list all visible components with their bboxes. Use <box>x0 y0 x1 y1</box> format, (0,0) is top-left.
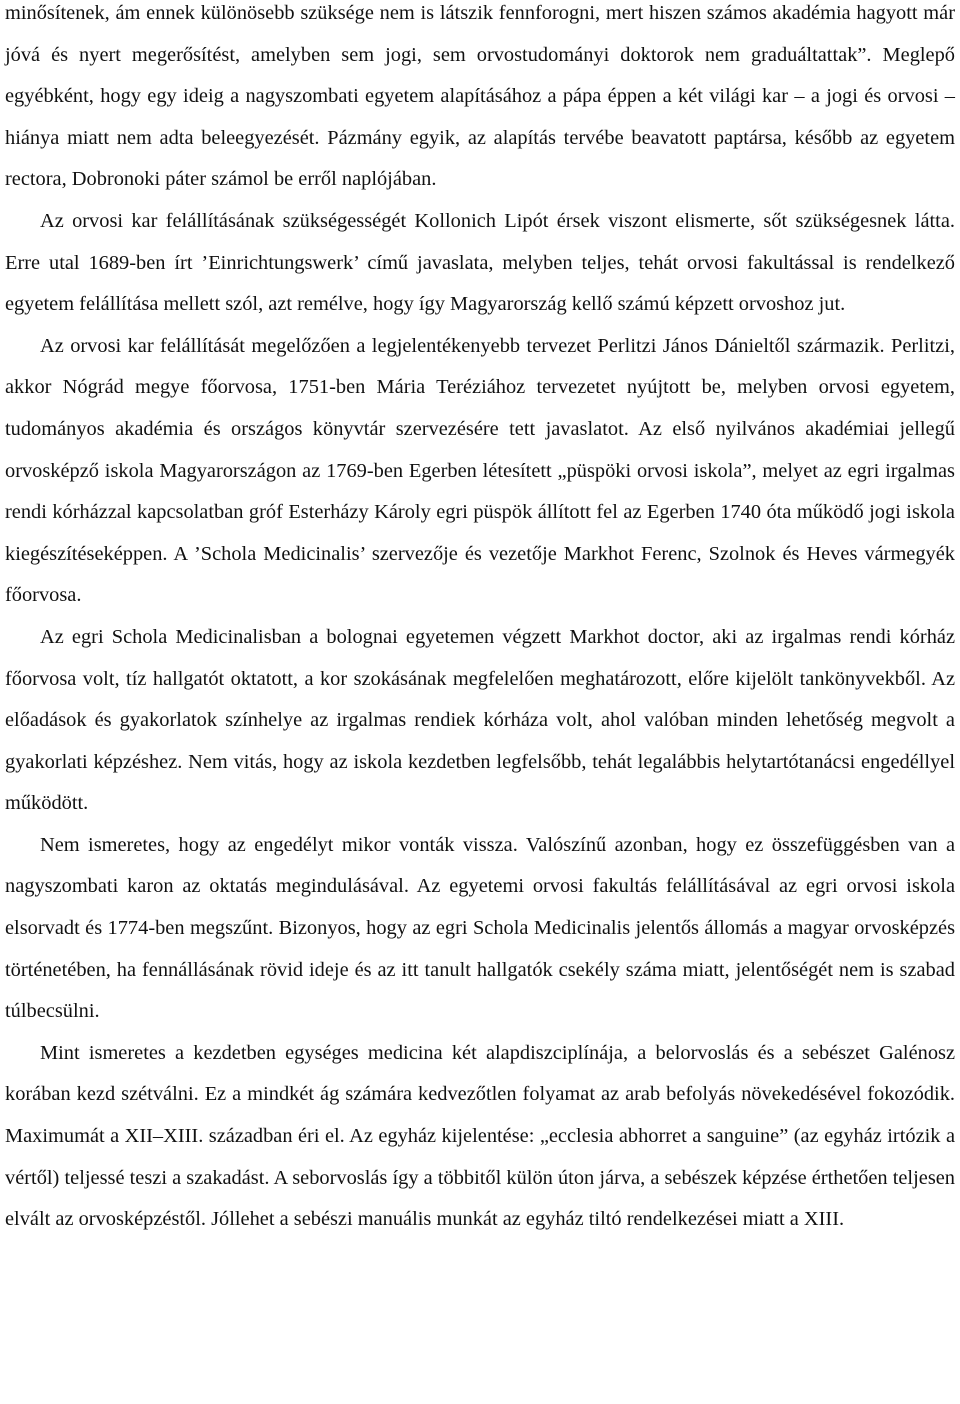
paragraph-2: Az orvosi kar felállításának szükségességét Kollonich Lipót érsek viszont elismerte, sőt szükségesnek látta. Erre utal 1689-ben írt ’Einrichtungswerk’ című javaslata, melyben teljes, tehát orvosi fakultással is rendelkező egyetem felállítása mellett szól, azt remélve, hogy így Magyarország kellő számú képzett orvoshoz jut. <box>5 209 955 316</box>
paragraph-6: Mint ismeretes a kezdetben egységes medicina két alapdiszciplínája, a belorvoslás és a sebészet Galénosz korában kezd szétválni. Ez a mindkét ág számára kedvezőtlen folyamat az arab befolyás növekedésével fokozódik. Maximumát a XII–XIII. században éri el. Az egyház kijelentése: „ecclesia abhorret a sanguine” (az egyház irtózik a vértől) teljessé teszi a szakadást. A seborvoslás így a többitől külön úton járva, a sebészek képzése érthetően teljesen elvált az orvosképzéstől. Jóllehet a sebészi manuális munkát az egyház tiltó rendelkezései miatt a XIII. <box>5 1041 955 1231</box>
paragraph-4: Az egri Schola Medicinalisban a bolognai egyetemen végzett Markhot doctor, aki az irgalmas rendi kórház főorvosa volt, tíz hallgatót oktatott, a kor szokásának megfelelően meghatározott, előre kijelölt tankönyvekből. Az előadások és gyakorlatok színhelye az irgalmas rendiek kórháza volt, ahol valóban minden lehetőség megvolt a gyakorlati képzéshez. Nem vitás, hogy az iskola kezdetben legfelsőbb, tehát legalábbis helytartótanácsi engedéllyel működött. <box>5 625 955 815</box>
paragraph-3: Az orvosi kar felállítását megelőzően a legjelentékenyebb tervezet Perlitzi János Dánieltől származik. Perlitzi, akkor Nógrád megye főorvosa, 1751-ben Mária Teréziához tervezetet nyújtott be, melyben orvosi egyetem, tudományos akadémia és országos könyvtár szervezésére tett javaslatot. Az első nyilvános akadémiai jellegű orvosképző iskola Magyarországon az 1769-ben Egerben létesített „püspöki orvosi iskola”, melyet az egri irgalmas rendi kórházzal kapcsolatban gróf Esterházy Károly egri püspök állított fel az Egerben 1740 óta működő jogi iskola kiegészítéseképpen. A ’Schola Medicinalis’ szervezője és vezetője Markhot Ferenc, Szolnok és Heves vármegyék főorvosa. <box>5 334 955 607</box>
paragraph-5: Nem ismeretes, hogy az engedélyt mikor vonták vissza. Valószínű azonban, hogy ez összefüggésben van a nagyszombati karon az oktatás megindulásával. Az egyetemi orvosi fakultás felállításával az egri orvosi iskola elsorvadt és 1774-ben megszűnt. Bizonyos, hogy az egri Schola Medicinalis jelentős állomás a magyar orvosképzés történetében, ha fennállásának rövid ideje és az itt tanult hallgatók csekély száma miatt, jelentőségét nem is szabad túlbecsülni. <box>5 833 955 1023</box>
paragraph-1: minősítenek, ám ennek különösebb szüksége nem is látszik fennforogni, mert hiszen számos akadémia hagyott már jóvá és nyert megerősítést, amelyben sem jogi, sem orvostudományi doktorok nem graduáltattak”. Meglepő egyébként, hogy egy ideig a nagyszombati egyetem alapításához a pápa éppen a két világi kar – a jogi és orvosi – hiánya miatt nem adta beleegyezését. Pázmány egyik, az alapítás tervébe beavatott paptársa, később az egyetem rectora, Dobronoki páter számol be erről naplójában. <box>5 2 955 191</box>
